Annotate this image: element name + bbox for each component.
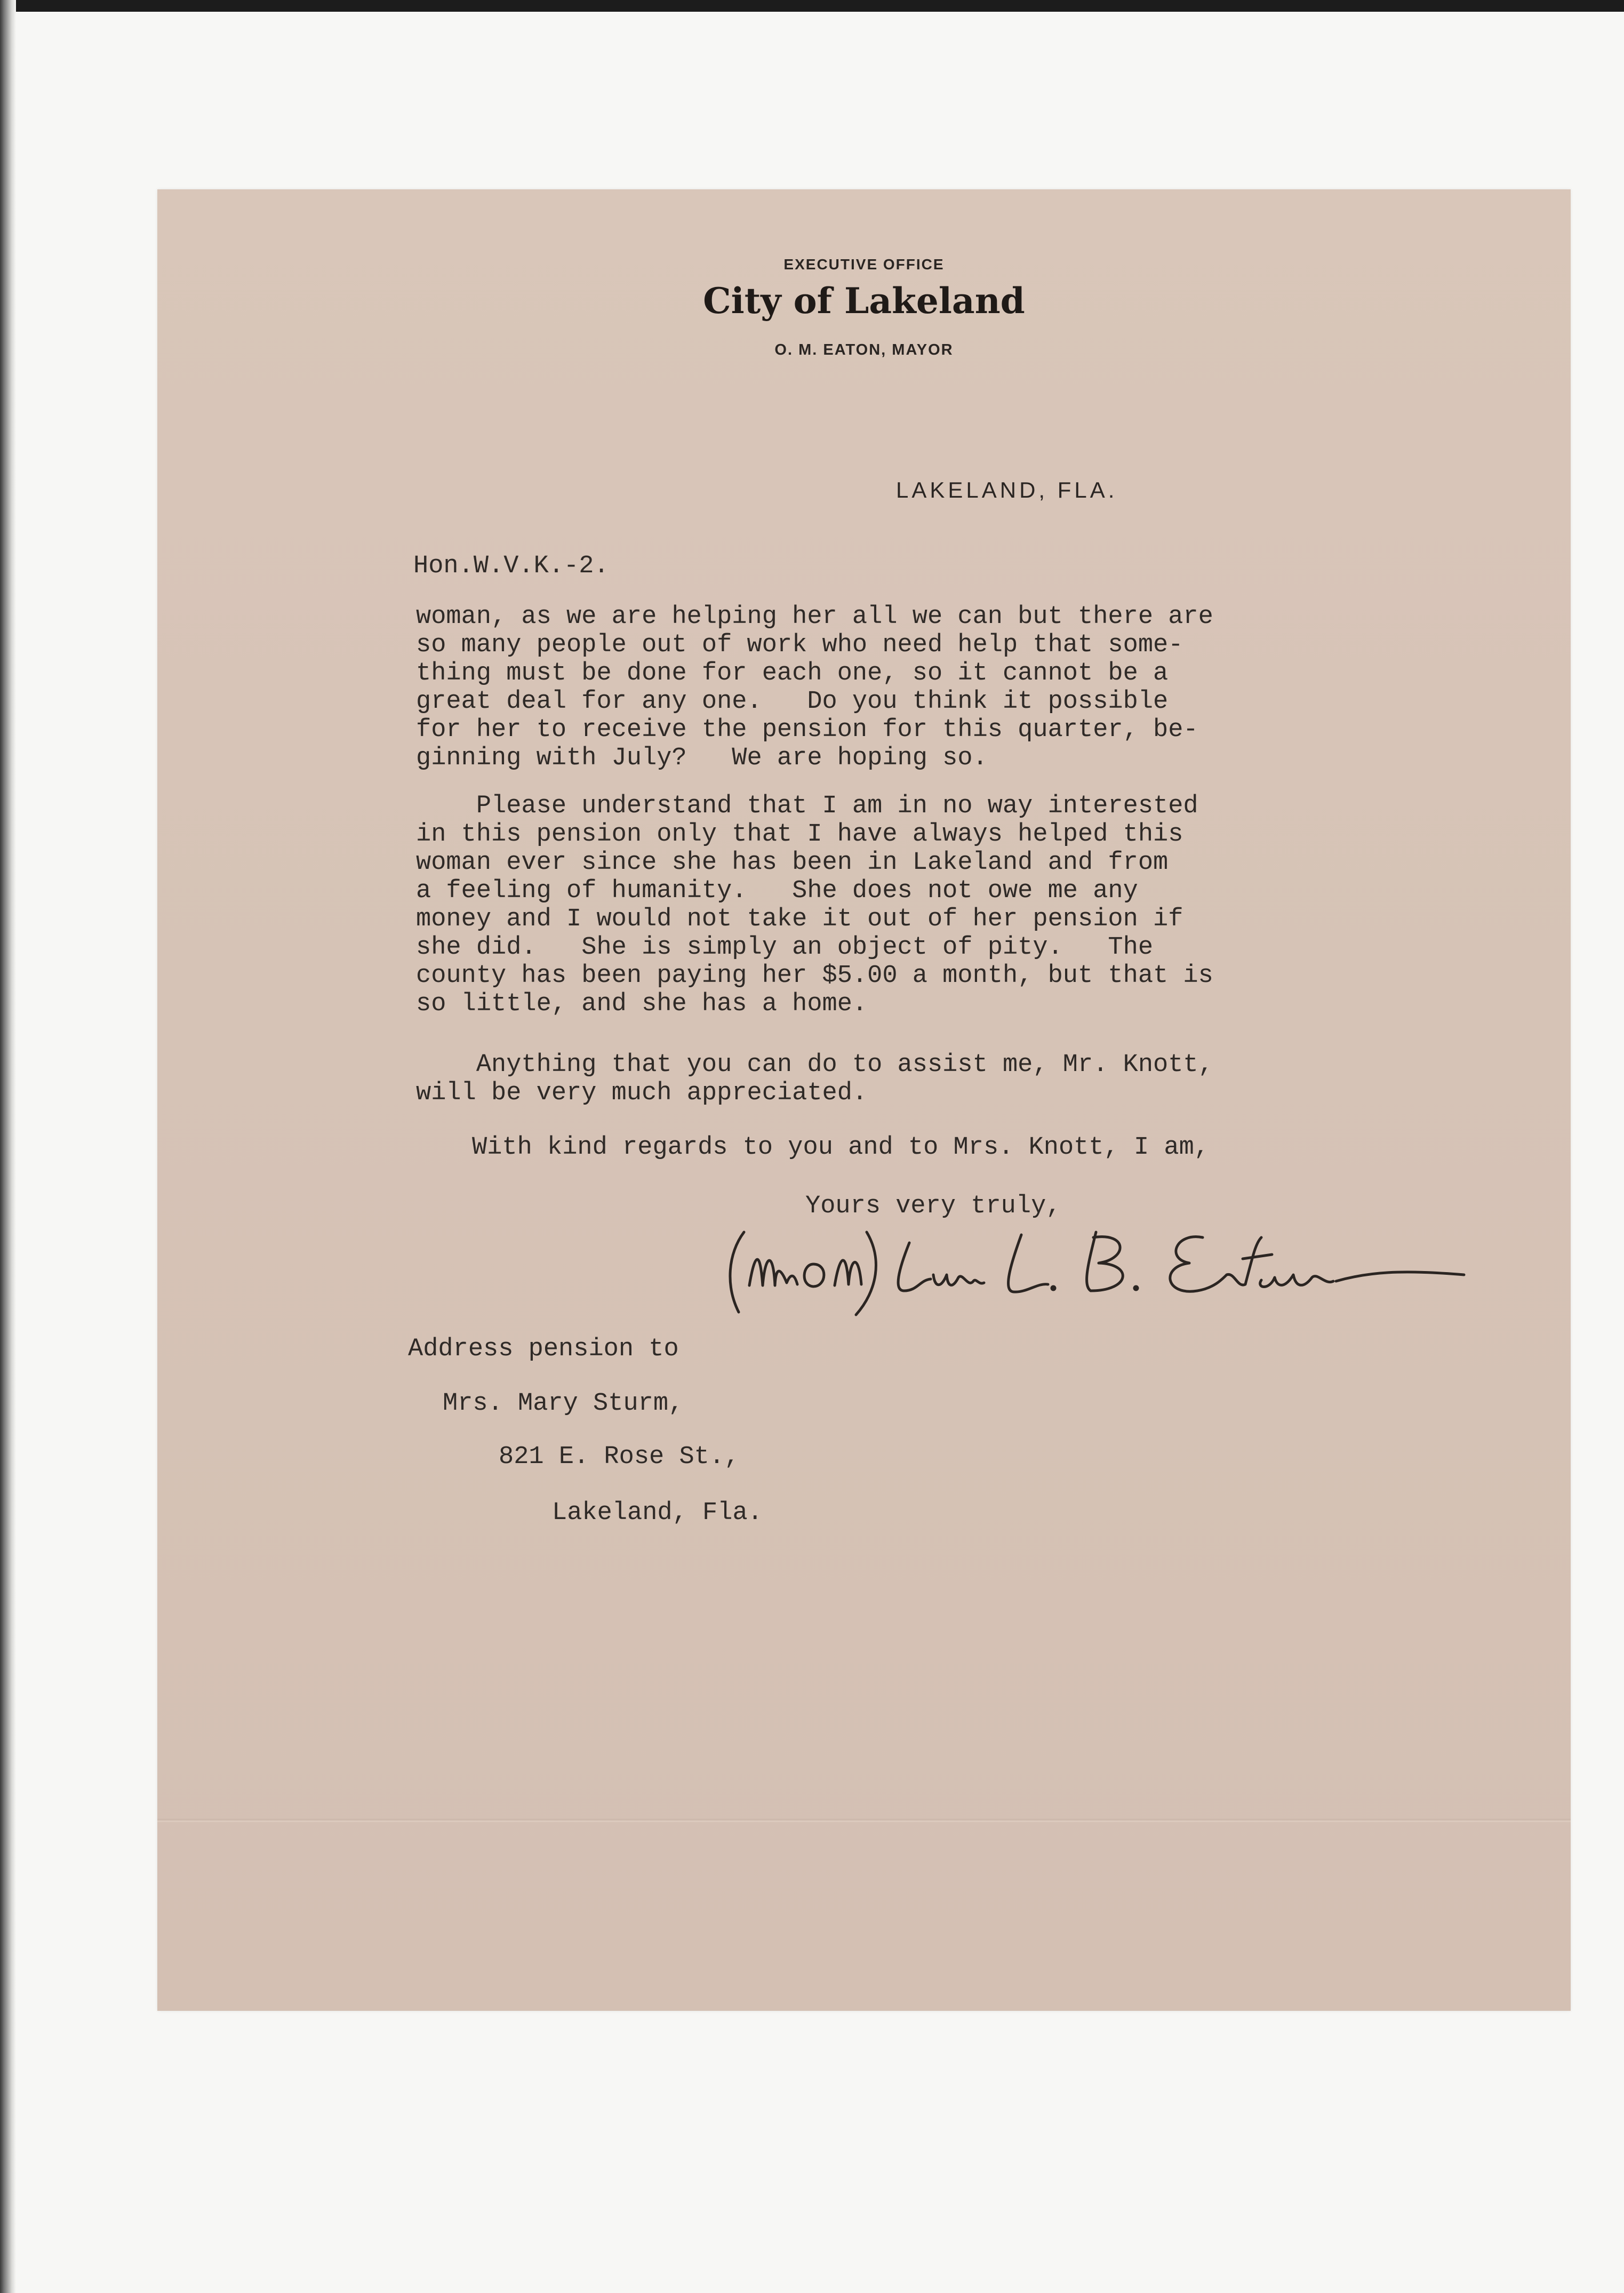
body-paragraph-1: woman, as we are helping her all we can but there are so many people out of work who need help that some- thing must be done for each one, so it cannot be a great deal for any one. Do you think it possible for her to receive the pension for this quarter, be- ginning with July? We are hoping so.: [416, 603, 1213, 772]
address-name: Mrs. Mary Sturm,: [443, 1389, 684, 1418]
address-street: 821 E. Rose St.,: [499, 1443, 740, 1471]
body-paragraph-2: Please understand that I am in no way interested in this pension only that I have always helped this woman ever since she has been in Lakeland and from a feeling of humanity. She does not owe me any money and I would not take it out of her pension if she did. She is simply an object of pity. The county has been paying her $5.00 a month, but that is so little, and she has a home.: [416, 792, 1213, 1018]
body-paragraph-4: With kind regards to you and to Mrs. Knott, I am,: [472, 1133, 1210, 1162]
letter-page: [157, 189, 1571, 2011]
letter-place: LAKELAND, FLA.: [896, 477, 1118, 502]
closing-line: Yours very truly,: [805, 1192, 1061, 1220]
paper-fold-line: [157, 1819, 1571, 1822]
address-city: Lakeland, Fla.: [552, 1499, 763, 1527]
address-label: Address pension to: [408, 1335, 679, 1363]
letterhead-city: City of Lakeland: [703, 280, 1025, 322]
scanner-edge-left: [0, 0, 16, 2293]
body-paragraph-3: Anything that you can do to assist me, Mr. Knott, will be very much appreciated.: [416, 1051, 1213, 1107]
letterhead-office: EXECUTIVE OFFICE: [783, 256, 945, 273]
scanner-edge-top: [0, 0, 1624, 12]
letterhead-mayor: O. M. EATON, MAYOR: [774, 341, 954, 358]
handwritten-signature: [707, 1221, 1475, 1317]
page-reference: Hon.W.V.K.-2.: [413, 552, 609, 580]
